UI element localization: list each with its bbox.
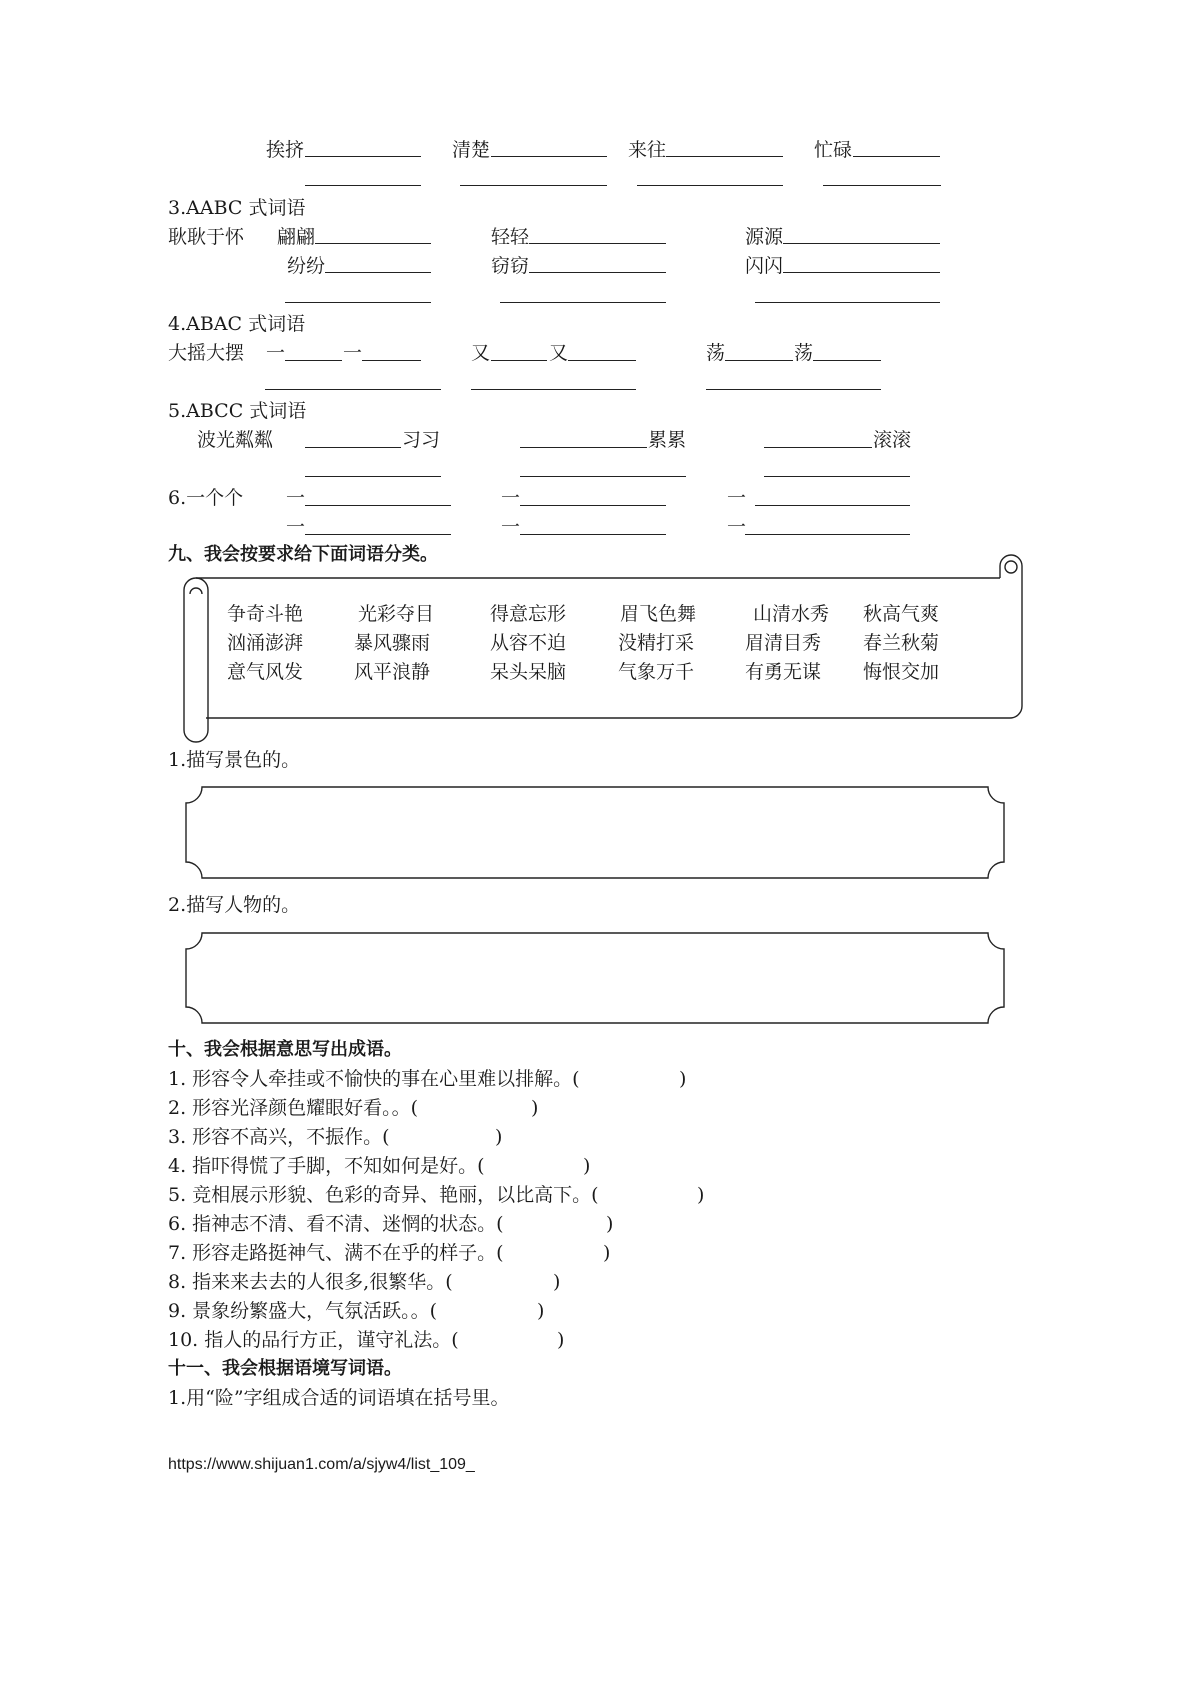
- answer-area-scenery[interactable]: [200, 795, 990, 870]
- aabc-heading: 3.AABC 式词语: [168, 197, 306, 219]
- idiom: 得意忘形: [490, 603, 567, 625]
- question-xian: 1.用“险”字组成合适的词语填在括号里。: [168, 1387, 510, 1409]
- idiom: 有勇无谋: [745, 661, 822, 683]
- abcc-ending: 习习: [402, 429, 441, 451]
- idiom: 眉清目秀: [745, 632, 822, 654]
- meaning-item: 1. 形容令人牵挂或不愉快的事在心里难以排解。(: [168, 1068, 580, 1090]
- abac-char: 一: [266, 342, 286, 364]
- answer-paren-close: ): [679, 1068, 687, 1090]
- abac-char: 荡: [706, 342, 726, 364]
- meaning-item: 4. 指吓得慌了手脚，不知如何是好。(: [168, 1155, 485, 1177]
- answer-paren-close: ): [553, 1271, 561, 1293]
- question-people: 2.描写人物的。: [168, 894, 301, 916]
- abac-heading: 4.ABAC 式词语: [168, 313, 306, 335]
- word-aiji: 挨挤: [266, 139, 305, 161]
- aabc-word: 源源: [745, 226, 784, 248]
- section-10-title: 十、我会根据意思写出成语。: [168, 1039, 402, 1060]
- idiom: 风平浪静: [354, 661, 431, 683]
- abac-char: 又: [549, 342, 569, 364]
- yi-prefix: 一: [501, 516, 521, 538]
- meaning-item: 6. 指神志不清、看不清、迷惘的状态。(: [168, 1213, 504, 1235]
- idiom: 眉飞色舞: [620, 603, 697, 625]
- abac-char: 荡: [794, 342, 814, 364]
- footer-url[interactable]: https://www.shijuan1.com/a/sjyw4/list_109_: [168, 1456, 475, 1473]
- aabc-example: 耿耿于怀: [168, 226, 245, 248]
- meaning-item: 9. 景象纷繁盛大，气氛活跃。。(: [168, 1300, 438, 1322]
- idiom: 意气风发: [227, 661, 304, 683]
- answer-paren-close: ): [495, 1126, 503, 1148]
- meaning-item: 5. 竞相展示形貌、色彩的奇异、艳丽，以比高下。(: [168, 1184, 599, 1206]
- abac-char: 一: [343, 342, 363, 364]
- answer-paren-close: ): [697, 1184, 705, 1206]
- meaning-item: 10. 指人的品行方正，谨守礼法。(: [168, 1329, 459, 1351]
- answer-paren-close: ): [531, 1097, 539, 1119]
- idiom: 山清水秀: [753, 603, 830, 625]
- meaning-item: 8. 指来来去去的人很多,很繁华。(: [168, 1271, 453, 1293]
- abac-char: 又: [471, 342, 491, 364]
- idiom: 没精打采: [618, 632, 695, 654]
- idiom: 汹涌澎湃: [227, 632, 304, 654]
- aabc-word: 翩翩: [277, 226, 316, 248]
- answer-paren-close: ): [606, 1213, 614, 1235]
- word-laiwang: 来往: [628, 139, 667, 161]
- idiom: 光彩夺目: [358, 603, 435, 625]
- word-qingchu: 清楚: [452, 139, 491, 161]
- idiom: 秋高气爽: [863, 603, 940, 625]
- abcc-ending: 累累: [648, 429, 687, 451]
- answer-area-people[interactable]: [200, 941, 990, 1016]
- idiom: 争奇斗艳: [227, 603, 304, 625]
- idiom: 悔恨交加: [863, 661, 940, 683]
- aabc-word: 窃窃: [491, 255, 530, 277]
- answer-paren-close: ): [537, 1300, 545, 1322]
- idiom: 气象万千: [618, 661, 695, 683]
- yi-prefix: 一: [501, 487, 521, 509]
- abcc-example: 波光粼粼: [197, 429, 274, 451]
- section-9-title: 九、我会按要求给下面词语分类。: [168, 544, 438, 565]
- answer-paren-close: ): [603, 1242, 611, 1264]
- meaning-item: 7. 形容走路挺神气、满不在乎的样子。(: [168, 1242, 504, 1264]
- abcc-heading: 5.ABCC 式词语: [168, 400, 307, 422]
- section-11-title: 十一、我会根据语境写词语。: [168, 1358, 402, 1379]
- yi-prefix: 一: [727, 487, 747, 509]
- yi-prefix: 一: [286, 487, 306, 509]
- abac-example: 大摇大摆: [168, 342, 245, 364]
- answer-paren-close: ): [583, 1155, 591, 1177]
- idiom: 暴风骤雨: [354, 632, 431, 654]
- abcc-ending: 滚滚: [873, 429, 912, 451]
- question-scenery: 1.描写景色的。: [168, 749, 301, 771]
- aabc-word: 纷纷: [287, 255, 326, 277]
- word-manglu: 忙碌: [814, 139, 853, 161]
- aabc-word: 闪闪: [745, 255, 784, 277]
- idiom: 春兰秋菊: [863, 632, 940, 654]
- idiom: 呆头呆脑: [490, 661, 567, 683]
- yi-prefix: 一: [286, 516, 306, 538]
- yi-prefix: 一: [727, 516, 747, 538]
- meaning-item: 2. 形容光泽颜色耀眼好看。。(: [168, 1097, 419, 1119]
- aabc-word: 轻轻: [491, 226, 530, 248]
- yigege-heading: 6.一个个: [168, 487, 244, 509]
- idiom: 从容不迫: [490, 632, 567, 654]
- answer-paren-close: ): [557, 1329, 565, 1351]
- meaning-item: 3. 形容不高兴，不振作。(: [168, 1126, 390, 1148]
